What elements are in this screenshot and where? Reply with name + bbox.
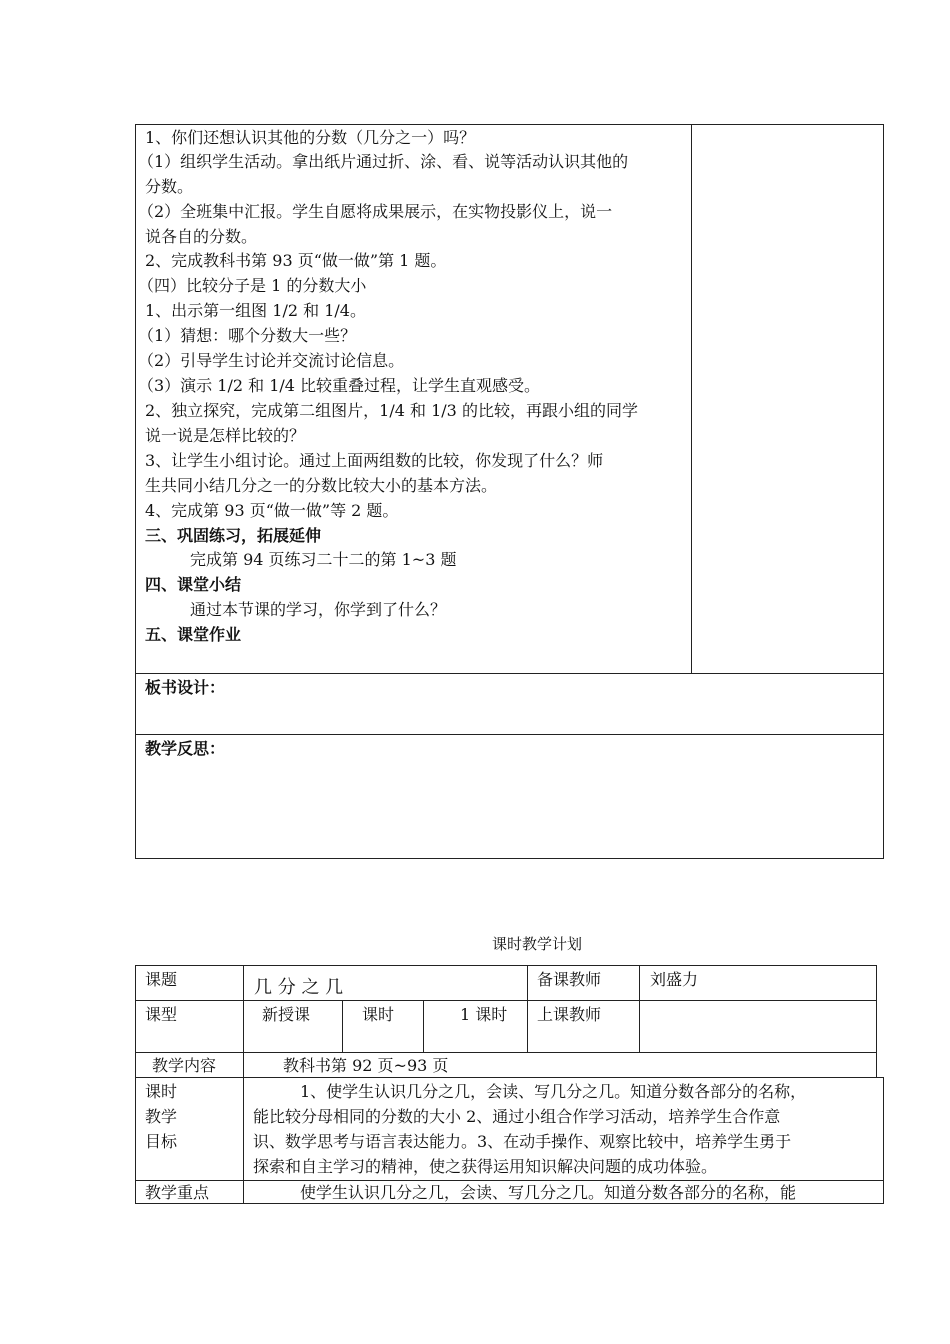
procedure-line: （2）全班集中汇报。学生自愿将成果展示，在实物投影仪上，说一	[138, 202, 613, 221]
hours-value: 1 课时	[460, 1005, 508, 1024]
procedure-line: 2、独立探究，完成第二组图片，1/4 和 1/3 的比较，再跟小组的同学	[145, 401, 638, 420]
board-design-label: 板书设计：	[145, 678, 226, 697]
procedure-line: 说各自的分数。	[145, 227, 258, 246]
hours-label: 课时	[362, 1005, 395, 1024]
section-heading: 四、课堂小结	[145, 575, 242, 594]
procedure-line: 分数。	[145, 177, 194, 196]
procedure-line: 2、完成教科书第 93 页“做一做”第 1 题。	[145, 251, 447, 270]
procedure-line: 生共同小结几分之一的分数比较大小的基本方法。	[145, 476, 498, 495]
procedure-line: （四）比较分子是 1 的分数大小	[138, 276, 367, 295]
section-heading: 五、课堂作业	[145, 625, 242, 644]
procedure-line: （3）演示 1/2 和 1/4 比较重叠过程，让学生直观感受。	[138, 376, 541, 395]
goal-line: 识、数学思考与语言表达能力。3、在动手操作、观察比较中，培养学生勇于	[253, 1132, 792, 1151]
page-title: 课时教学计划	[492, 935, 583, 953]
topic-value: 几 分 之 几	[254, 977, 344, 998]
goal-line: 探索和自主学习的精神，使之获得运用知识解决问题的成功体验。	[253, 1157, 718, 1176]
content-value: 教科书第 92 页~93 页	[283, 1056, 449, 1075]
type-value: 新授课	[262, 1005, 311, 1024]
topic-label: 课题	[145, 970, 178, 989]
goal-label: 教学	[145, 1107, 178, 1126]
prep-teacher-label: 备课教师	[537, 970, 602, 989]
teacher-label: 上课教师	[537, 1005, 602, 1024]
procedure-line: 1、出示第一组图 1/2 和 1/4。	[145, 301, 366, 320]
section-heading: 三、巩固练习，拓展延伸	[145, 526, 322, 545]
goal-label: 课时	[145, 1082, 178, 1101]
goal-line: 能比较分母相同的分数的大小 2、通过小组合作学习活动，培养学生合作意	[253, 1107, 781, 1126]
section-text: 完成第 94 页练习二十二的第 1~3 题	[190, 550, 457, 569]
procedure-line: （2）引导学生讨论并交流讨论信息。	[138, 351, 405, 370]
content-label: 教学内容	[152, 1056, 217, 1075]
procedure-line: 说一说是怎样比较的？	[145, 426, 306, 445]
key-label: 教学重点	[145, 1183, 210, 1202]
section-text: 通过本节课的学习，你学到了什么？	[190, 600, 447, 619]
procedure-line: 4、完成第 93 页“做一做”等 2 题。	[145, 501, 399, 520]
type-label: 课型	[145, 1005, 178, 1024]
goal-label: 目标	[145, 1132, 178, 1151]
procedure-line: （1）猜想：哪个分数大一些？	[138, 326, 357, 345]
key-text: 使学生认识几分之几，会读、写几分之几。知道分数各部分的名称，能	[300, 1183, 797, 1202]
procedure-line: （1）组织学生活动。拿出纸片通过折、涂、看、说等活动认识其他的	[138, 152, 629, 171]
goal-line: 1、使学生认识几分之几，会读、写几分之几。知道分数各部分的名称，	[300, 1082, 807, 1101]
procedure-line: 3、让学生小组讨论。通过上面两组数的比较，你发现了什么？师	[145, 451, 604, 470]
procedure-line: 1、你们还想认识其他的分数（几分之一）吗？	[145, 128, 476, 147]
prep-teacher-value: 刘盛力	[650, 970, 699, 989]
reflection-label: 教学反思：	[145, 739, 226, 758]
